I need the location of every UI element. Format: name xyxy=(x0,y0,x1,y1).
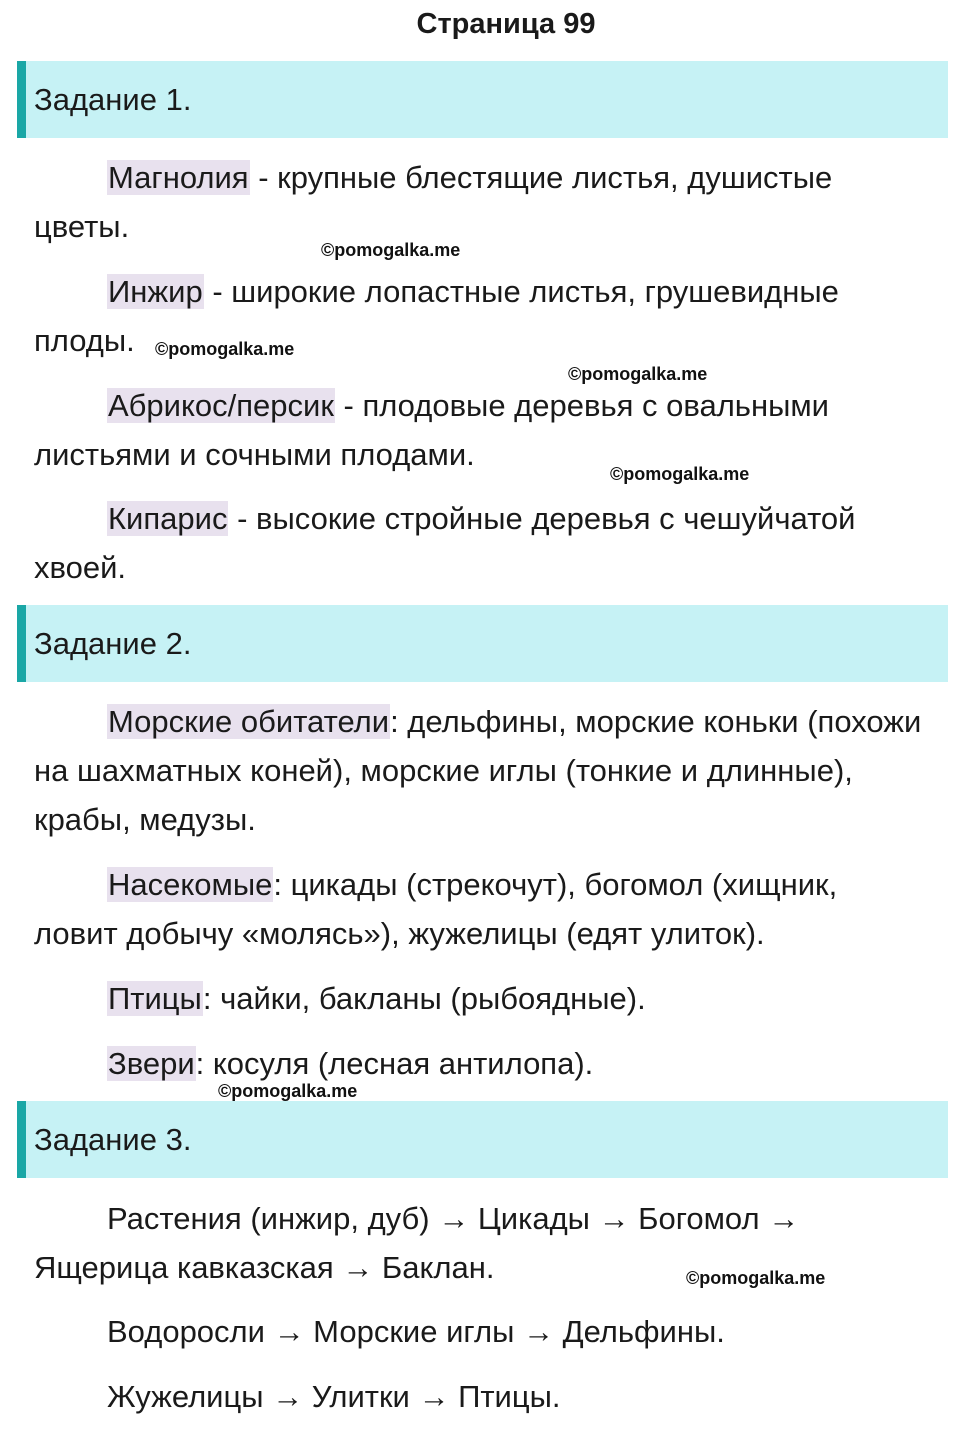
task-2-item-beasts xyxy=(34,1039,924,1088)
watermark: ©pomogalka.me xyxy=(610,464,750,484)
definition-text: - высокие стройные деревья с чешуйчатой хвоей. xyxy=(34,501,856,585)
task-3-header-label: Задание 3. xyxy=(34,1122,192,1157)
task-3-food-chain-2 xyxy=(34,1307,924,1356)
watermark: ©pomogalka.me xyxy=(686,1268,826,1288)
task-1-header xyxy=(17,61,948,138)
definition-text: - крупные блестящие листья, душистые цветы. xyxy=(34,160,833,244)
term-abrikos: Абрикос/персик xyxy=(108,388,334,423)
definition-text: : чайки, бакланы (рыбоядные). xyxy=(202,981,646,1016)
task-2-item-birds xyxy=(34,974,924,1023)
definition-text: - плодовые деревья с овальными листьями и сочными плодами. xyxy=(34,388,829,472)
task-2-item-marine xyxy=(34,697,924,844)
task-1-header-label: Задание 1. xyxy=(34,82,192,117)
watermark: ©pomogalka.me xyxy=(218,1081,358,1101)
definition-text: - широкие лопастные листья, грушевидные плоды. xyxy=(34,274,839,358)
task-2-header-label: Задание 2. xyxy=(34,626,192,661)
task-1-item-kiparis xyxy=(34,494,924,592)
food-chain-text: Растения (инжир, дуб) → Цикады → Богомол → Ящерица кавказская → Баклан. xyxy=(34,1201,800,1285)
term-marine: Морские обитатели xyxy=(108,704,390,739)
food-chain-text: Жужелицы → Улитки → Птицы. xyxy=(107,1379,561,1414)
term-birds: Птицы xyxy=(108,981,202,1016)
term-beasts: Звери xyxy=(108,1046,195,1081)
term-kiparis: Кипарис xyxy=(108,501,228,536)
task-3-header xyxy=(17,1101,948,1178)
page-title: Страница 99 xyxy=(416,8,596,40)
task-2-item-insects xyxy=(34,860,924,958)
watermark: ©pomogalka.me xyxy=(568,364,708,384)
watermark: ©pomogalka.me xyxy=(321,240,461,260)
term-insects: Насекомые xyxy=(108,867,273,902)
definition-text: : цикады (стрекочут), богомол (хищник, ловит добычу «молясь»), жужелицы (едят улиток). xyxy=(34,867,838,951)
definition-text: : дельфины, морские коньки (похожи на шахматных коней), морские иглы (тонкие и длинные), крабы, медузы. xyxy=(34,704,922,837)
food-chain-text: Водоросли → Морские иглы → Дельфины. xyxy=(107,1314,725,1349)
definition-text: : косуля (лесная антилопа). xyxy=(195,1046,594,1081)
task-1-item-abrikos xyxy=(34,381,924,479)
task-2-header xyxy=(17,605,948,682)
term-inzhir: Инжир xyxy=(108,274,203,309)
task-1-item-magnolia xyxy=(34,153,924,251)
watermark: ©pomogalka.me xyxy=(155,339,295,359)
task-3-food-chain-3 xyxy=(34,1372,924,1421)
term-magnolia: Магнолия xyxy=(108,160,249,195)
